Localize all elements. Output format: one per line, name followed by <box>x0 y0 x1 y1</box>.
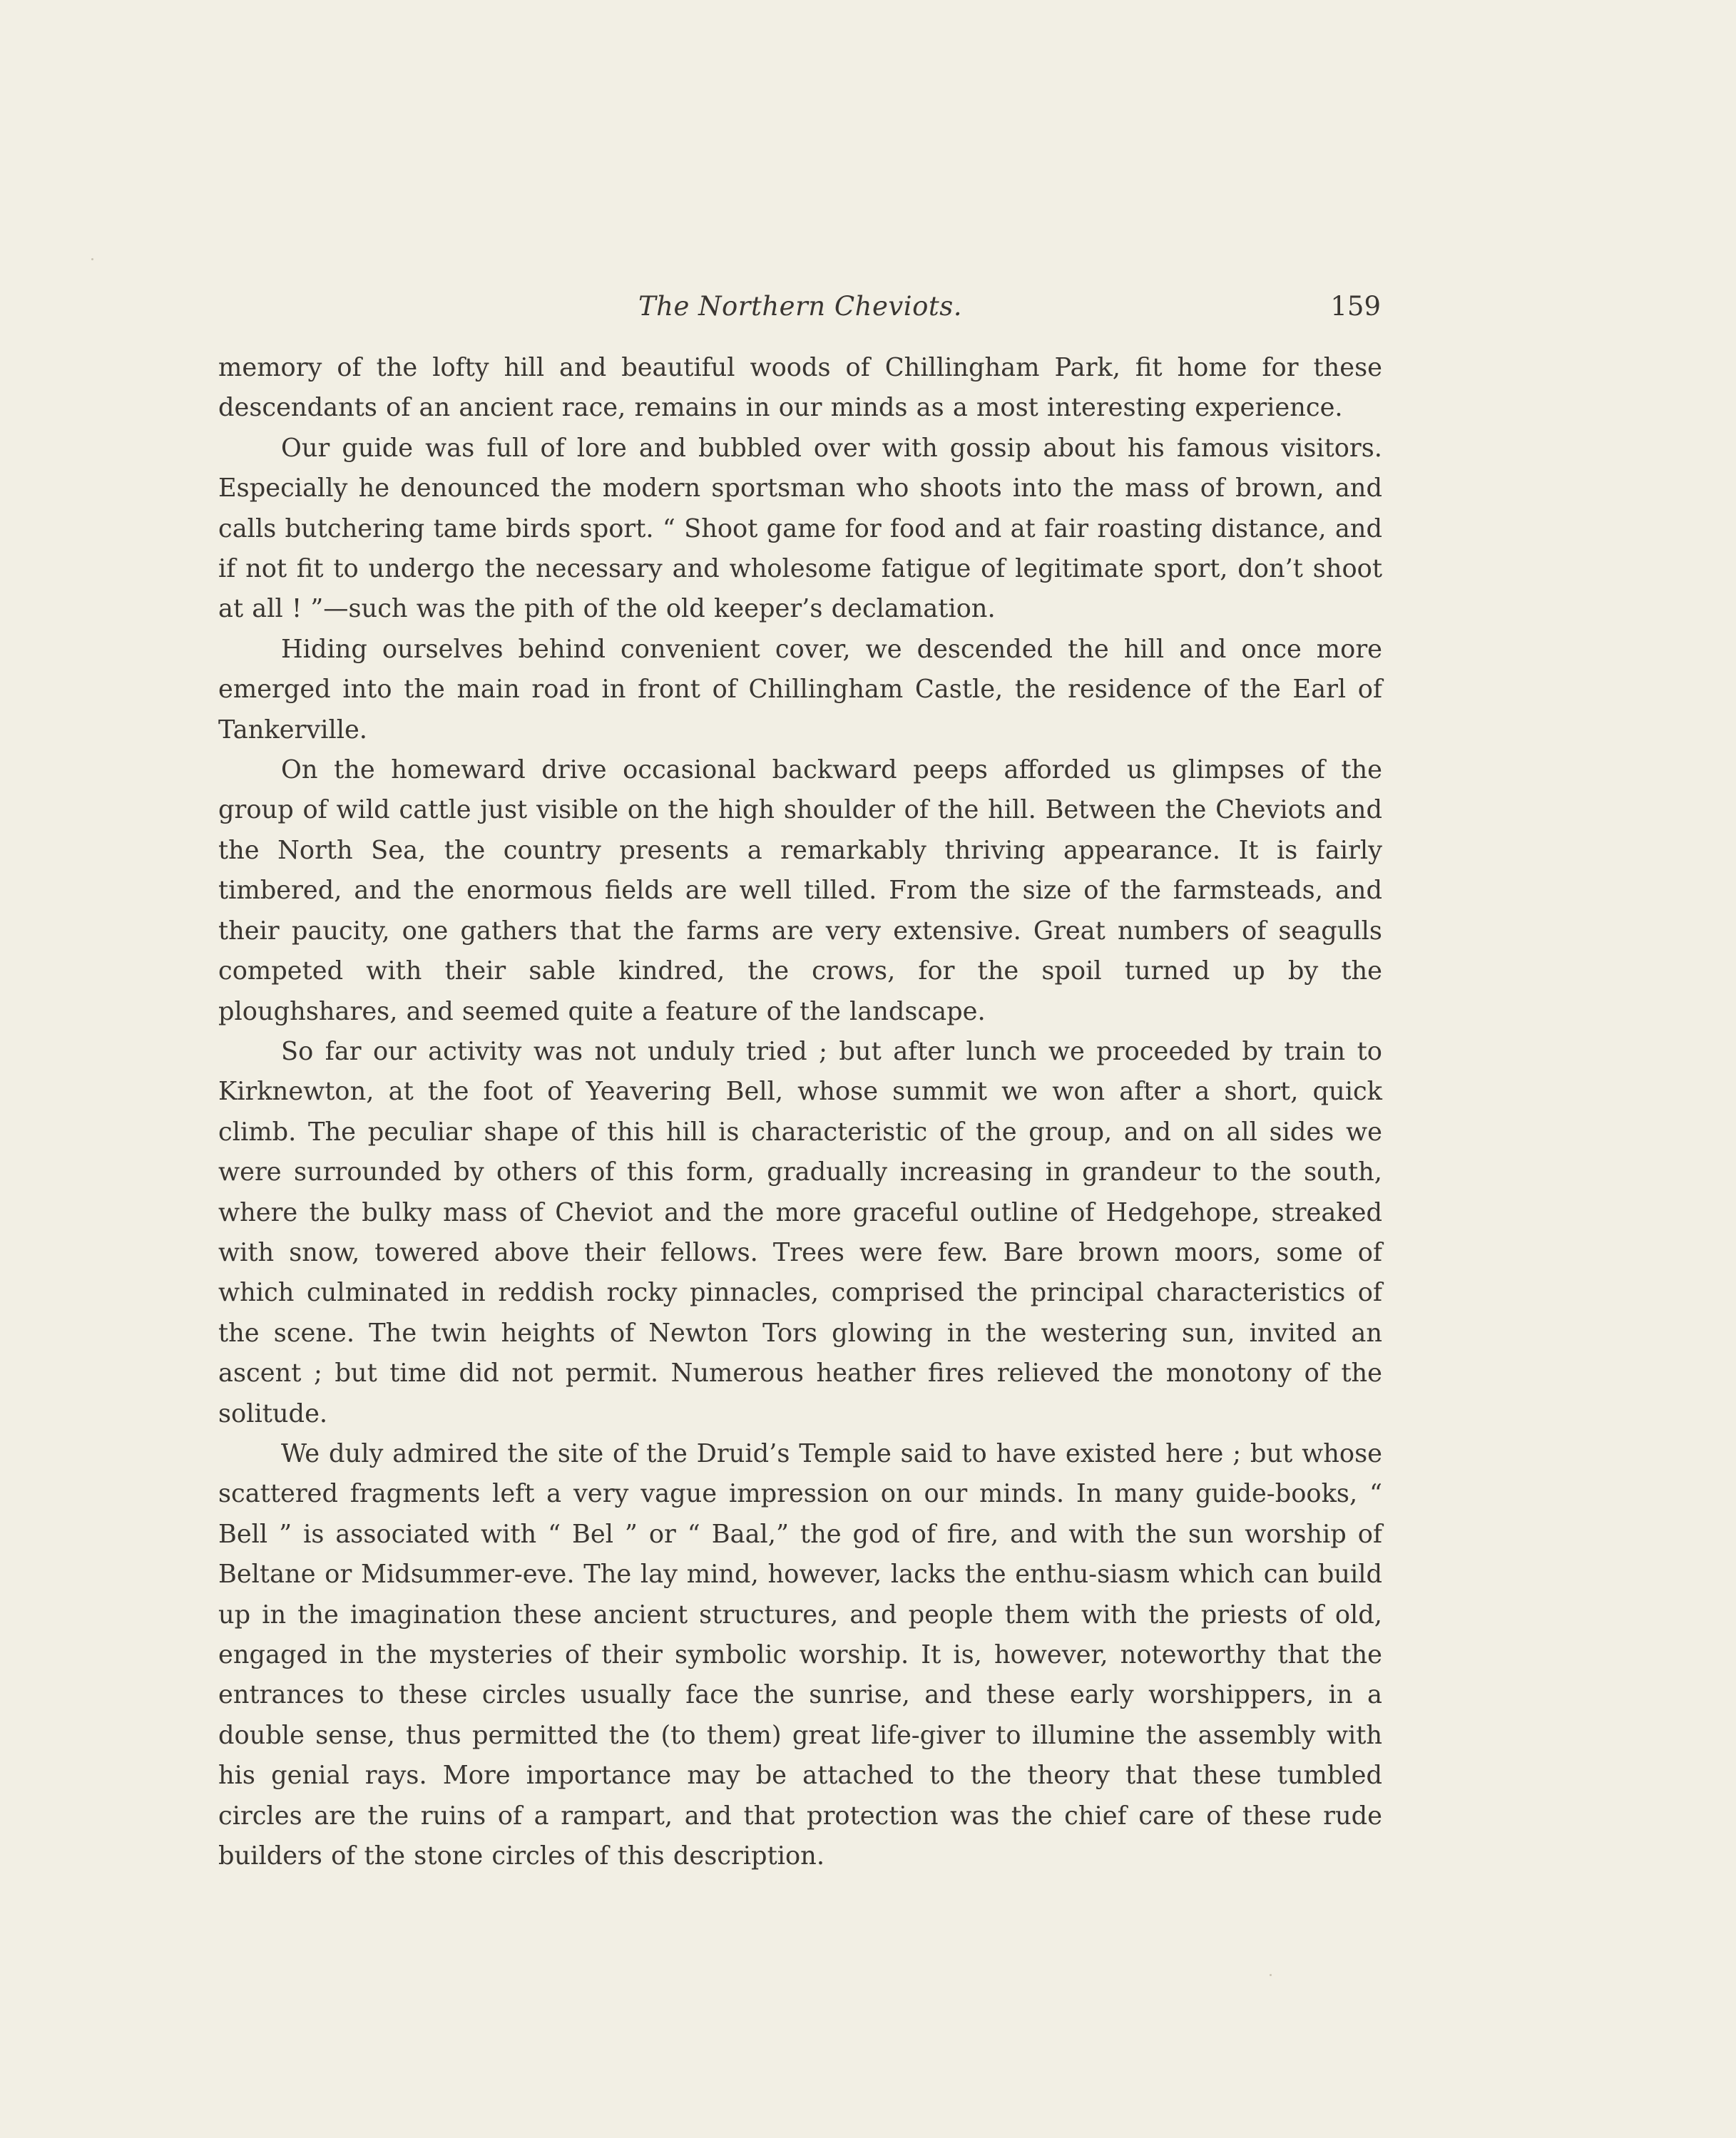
paragraph-yeavering-bell: So far our activity was not unduly tried ; but after lunch we proceeded by train to Kirknewton, at the foot of Yeavering Bell, whose summit we won after a short, quick climb. The peculiar shape of this hill is characteristic of the group, and on all sides we were surrounded by others of this form, gradually increasing in grandeur to the south, where the bulky mass of Cheviot and the more graceful outline of Hedgehope, streaked with snow, towered above their fellows. Trees were few. Bare brown moors, some of which culminated in reddish rocky pinnacles, comprised the principal characteristics of the scene. The twin heights of Newton Tors glowing in the westering sun, invited an ascent ; but time did not permit. Numerous heather fires relieved the monotony of the solitude. <box>218 1036 1382 1428</box>
paper-speck <box>1270 1974 1272 1976</box>
book-page <box>218 284 1382 1876</box>
paragraph-continued: memory of the lofty hill and beautiful woods of Chillingham Park, fit home for these descendants of an ancient race, remains in our minds as a most interesting experience. <box>218 353 1382 423</box>
page-number: 159 <box>1330 291 1381 322</box>
paragraph-guide: Our guide was full of lore and bubbled over with gossip about his famous visitors. Especially he denounced the modern sportsman who shoots into the mass of brown, and calls butchering tame birds sport. “ Shoot game for food and at fair roasting distance, and if not fit to undergo the necessary and wholesome fatigue of legitimate sport, don’t shoot at all ! ”—such was the pith of the old keeper’s declamation. <box>218 433 1382 624</box>
running-head <box>218 284 1382 348</box>
paragraph-descent: Hiding ourselves behind convenient cover, we descended the hill and once more emerged into the main road in front of Chillingham Castle, the residence of the Earl of Tankerville. <box>218 634 1382 745</box>
body-text <box>218 348 1382 1876</box>
paragraph-druids-temple: We duly admired the site of the Druid’s Temple said to have existed here ; but whose scattered fragments left a very vague impression on our minds. In many guide-books, “ Bell ” is associated with “ Bel ” or “ Baal,” the god of fire, and with the sun worship of Beltane or Midsummer-eve. The lay mind, however, lacks the enthu-siasm which can build up in the imagination these ancient structures, and people them with the priests of old, engaged in the mysteries of their symbolic worship. It is, however, noteworthy that the entrances to these circles usually face the sunrise, and these early worshippers, in a double sense, thus permitted the (to them) great life-giver to illumine the assembly with his genial rays. More importance may be attached to the theory that these tumbled circles are the ruins of a rampart, and that protection was the chief care of these rude builders of the stone circles of this description. <box>218 1438 1382 1871</box>
running-title: The Northern Cheviots. <box>638 291 963 322</box>
paragraph-homeward-drive: On the homeward drive occasional backward peeps afforded us glimpses of the group of wild cattle just visible on the high shoulder of the hill. Between the Cheviots and the North Sea, the country presents a remarkably thriving appearance. It is fairly timbered, and the enormous fields are well tilled. From the size of the farmsteads, and their paucity, one gathers that the farms are very extensive. Great numbers of seagulls competed with their sable kindred, the crows, for the spoil turned up by the ploughshares, and seemed quite a feature of the landscape. <box>218 755 1382 1026</box>
paper-speck <box>91 258 93 260</box>
